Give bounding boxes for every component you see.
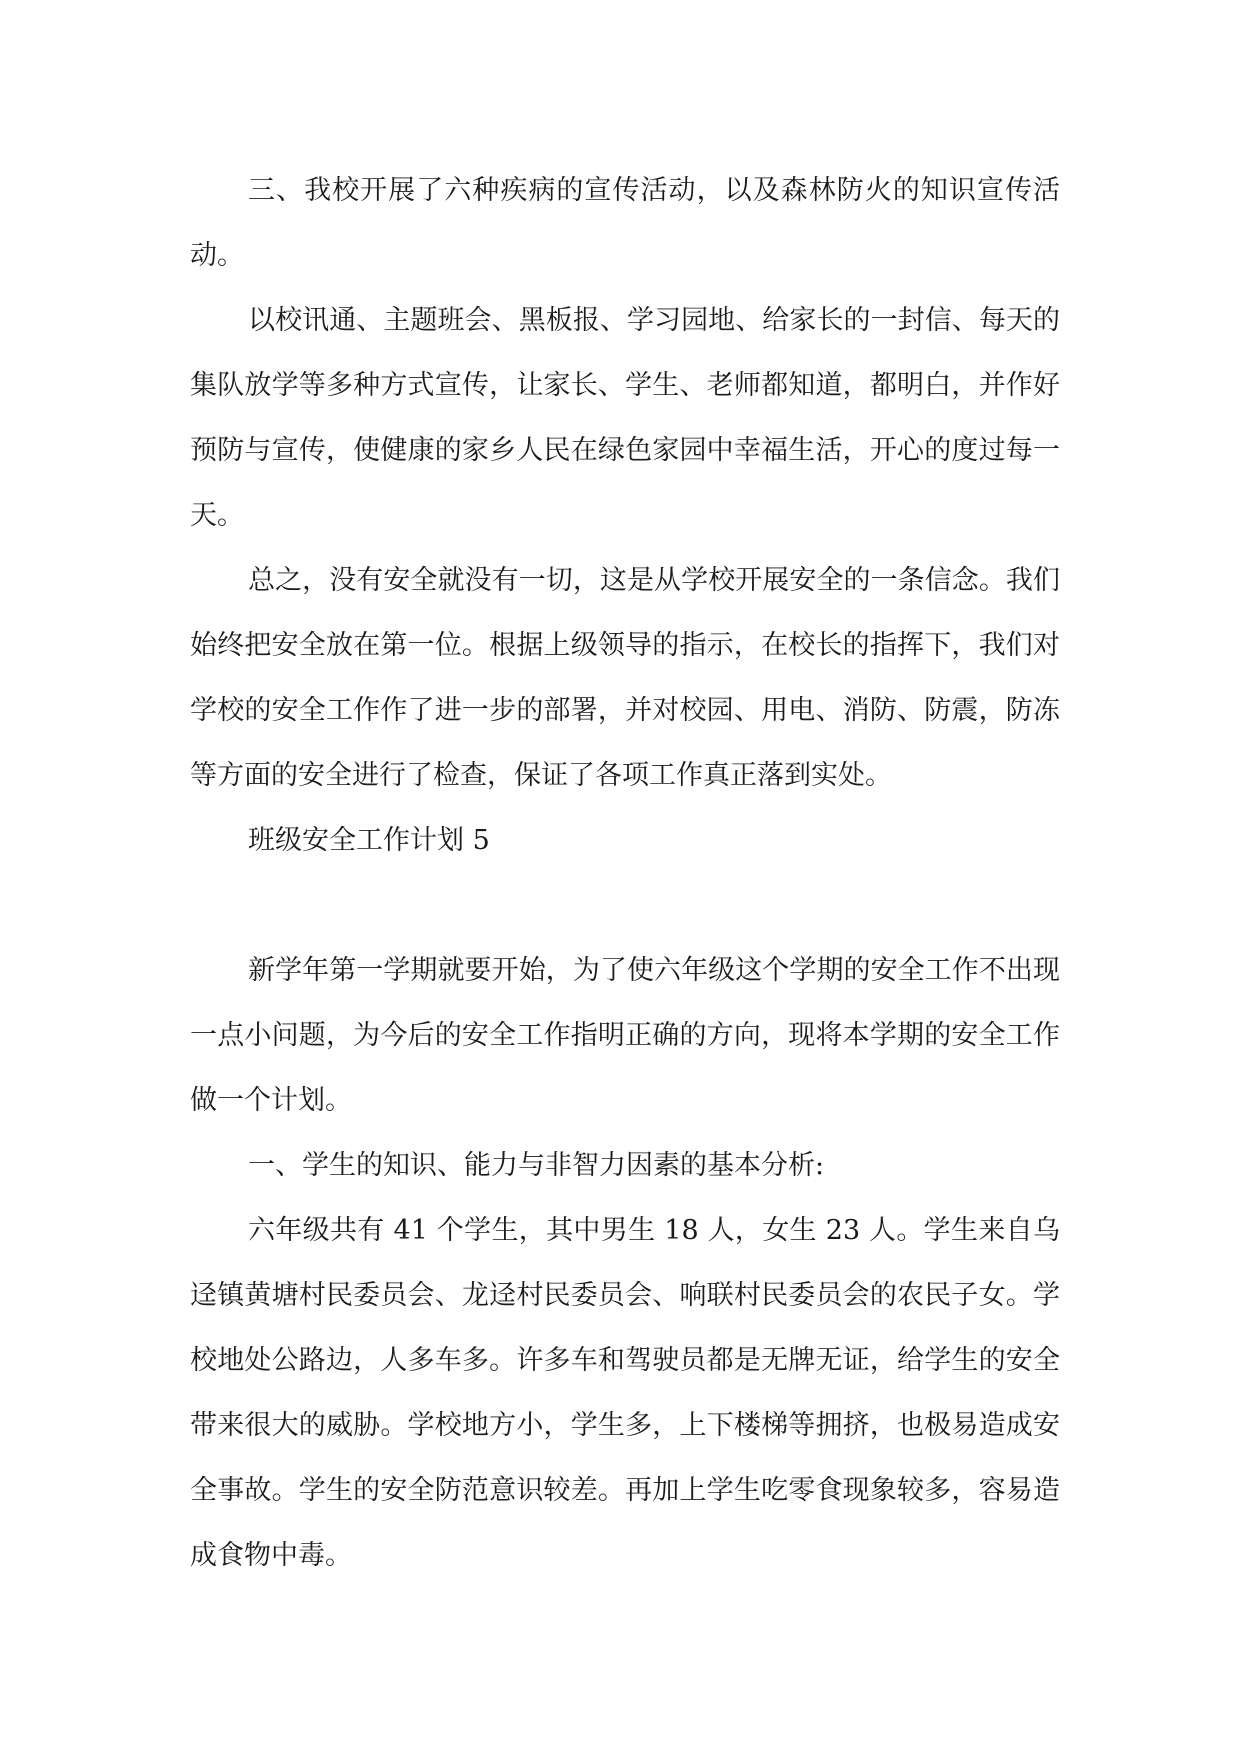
- paragraph-summary: 总之，没有安全就没有一切，这是从学校开展安全的一条信念。我们始终把安全放在第一位。根据上级领导的指示，在校长的指挥下，我们对学校的安全工作作了进一步的部署，并对校园、用电、消防、防震，防冻等方面的安全进行了检查，保证了各项工作真正落到实处。: [190, 565, 1060, 791]
- paragraph-disease-campaign: 三、我校开展了六种疾病的宣传活动，以及森林防火的知识宣传活动。: [190, 175, 1060, 271]
- paragraph-student-analysis: 六年级共有 41 个学生，其中男生 18 人，女生 23 人。学生来自乌迳镇黄塘村民委员会、龙迳村民委员会、响联村民委员会的农民子女。学校地处公路边，人多车多。许多车和驾驶员都是无牌无证，给学生的安全带来很大的威胁。学校地方小，学生多，上下楼梯等拥挤，也极易造成安全事故。学生的安全防范意识较差。再加上学生吃零食现象较多，容易造成食物中毒。: [190, 1215, 1060, 1571]
- paragraph-publicity-methods: 以校讯通、主题班会、黑板报、学习园地、给家长的一封信、每天的集队放学等多种方式宣传，让家长、学生、老师都知道，都明白，并作好预防与宣传，使健康的家乡人民在绿色家园中幸福生活，开心的度过每一天。: [190, 305, 1060, 531]
- section-title: 班级安全工作计划 5: [248, 825, 490, 856]
- paragraph-plan-intro: 新学年第一学期就要开始，为了使六年级这个学期的安全工作不出现一点小问题，为今后的安全工作指明正确的方向，现将本学期的安全工作做一个计划。: [190, 955, 1060, 1116]
- paragraph-analysis-heading: 一、学生的知识、能力与非智力因素的基本分析:: [248, 1150, 825, 1181]
- document-body: [190, 158, 1060, 1588]
- blank-line: [190, 873, 1060, 938]
